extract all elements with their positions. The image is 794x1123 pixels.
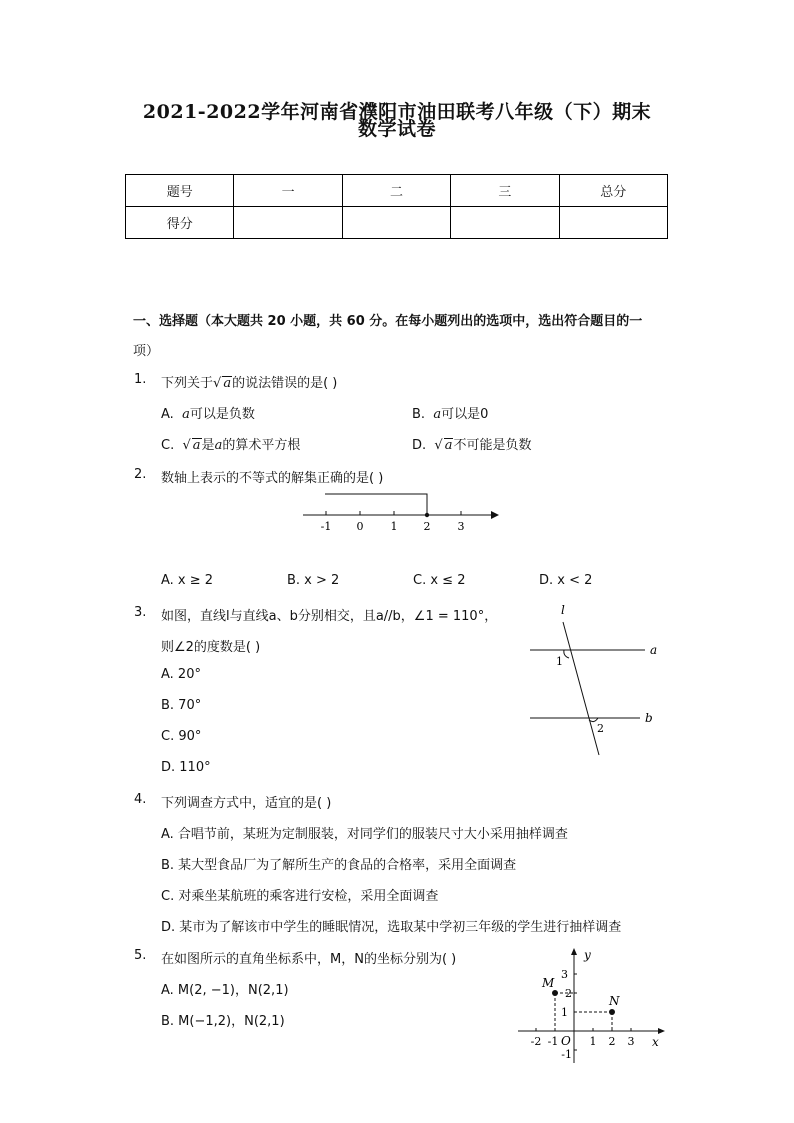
q3-option-c[interactable]: C. 90° [161,729,202,744]
parallel-lines-figure [525,600,660,760]
q1-var: a [433,407,442,422]
sqrt-icon: √ [434,438,443,453]
line-l [563,622,599,755]
solid-point [425,513,429,517]
label-a: a [650,643,658,657]
q2-option-c[interactable]: C. x ≤ 2 [413,573,466,588]
arrow-icon [491,511,499,519]
label-y: y [584,948,591,962]
option-label: A. [161,407,174,422]
q1-var: a [182,407,190,422]
q4-option-a[interactable]: A. 合唱节前，某班为定制服装，对同学们的服装尺寸大小采用抽样调查 [161,827,568,842]
q2-option-d[interactable]: D. x < 2 [539,573,593,588]
score-cell-empty[interactable] [234,207,342,239]
tick-label: 1 [390,520,398,533]
score-cell: 总分 [559,175,667,207]
q3-option-a[interactable]: A. 20° [161,667,201,682]
label-m: M [542,976,555,990]
option-label: C. [161,438,175,453]
label-origin: O [561,1034,571,1048]
q5-option-b[interactable]: B. M(−1,2)，N(2,1) [161,1014,285,1029]
score-cell: 二 [342,175,450,207]
q2-option-a[interactable]: A. x ≥ 2 [161,573,214,588]
solution-bracket [325,494,427,515]
question-number: 4. [134,792,147,807]
option-text: 的算术平方根 [222,438,301,453]
option-text: 可以是0 [441,407,489,422]
question-3-stem-line2: 则∠2的度数是( ) [161,640,261,655]
q1-stem-post: 的说法错误的是( ) [232,376,338,391]
q4-option-d[interactable]: D. 某市为了解该市中学生的睡眠情况，选取某中学初三年级的学生进行抽样调查 [161,920,622,935]
label-angle-2: 2 [597,722,604,735]
question-4-stem: 下列调查方式中，适宜的是( ) [161,796,332,811]
section-heading-cont: 项） [133,344,160,359]
score-table-score-row [126,207,668,239]
q1-var: a [192,438,201,453]
q1-option-d[interactable] [412,434,532,453]
point-n [609,1009,615,1015]
q2-option-b[interactable]: B. x > 2 [287,573,340,588]
tick-label: 3 [457,520,465,533]
x-tick-label: -1 [547,1035,559,1048]
tick-label: 0 [356,520,364,533]
score-cell: 一 [234,175,342,207]
sqrt-icon: √ [182,438,191,453]
x-tick-label: 1 [589,1035,597,1048]
question-number: 3. [134,605,147,620]
label-n: N [609,994,620,1008]
score-cell: 题号 [126,175,234,207]
label-x: x [652,1035,659,1049]
q4-option-b[interactable]: B. 某大型食品厂为了解所生产的食品的合格率，采用全面调查 [161,858,517,873]
score-cell-empty[interactable] [342,207,450,239]
score-cell-empty[interactable] [451,207,559,239]
score-cell-empty[interactable] [559,207,667,239]
q1-option-b[interactable] [412,403,488,422]
sqrt-icon: √ [213,376,222,391]
q1-var: a [214,438,223,453]
y-arrow-icon [571,948,577,955]
option-text: 是 [201,438,215,453]
x-tick-label: 2 [608,1035,616,1048]
label-angle-1: 1 [556,655,563,668]
q1-var: a [444,438,453,453]
point-m [552,990,558,996]
question-3-stem-line1: 如图，直线l与直线a、b分别相交，且a//b，∠1 = 110°， [161,609,498,624]
q1-var: a [223,376,232,391]
option-label: B. [412,407,426,422]
option-text: 不可能是负数 [453,438,532,453]
q1-option-a[interactable] [161,403,255,422]
q3-option-b[interactable]: B. 70° [161,698,202,713]
score-cell: 得分 [126,207,234,239]
y-tick-label: 1 [561,1006,568,1019]
score-table [125,174,668,239]
x-arrow-icon [658,1028,665,1034]
option-text: 可以是负数 [189,407,255,422]
question-number: 2. [134,467,147,482]
label-l: l [561,603,565,617]
question-5-stem: 在如图所示的直角坐标系中，M，N的坐标分别为( ) [161,952,457,967]
q5-option-a[interactable]: A. M(2, −1)，N(2,1) [161,983,289,998]
x-tick-label: 3 [627,1035,635,1048]
tick-label: -1 [320,520,332,533]
question-number: 5. [134,948,147,963]
label-b: b [645,711,653,725]
question-1-stem [161,372,337,391]
q1-stem-pre: 下列关于 [161,376,214,391]
q1-option-c[interactable] [161,434,300,453]
number-line-figure [295,486,500,536]
x-tick-label: -2 [530,1035,542,1048]
coordinate-plane-figure [512,945,667,1070]
question-2-stem: 数轴上表示的不等式的解集正确的是( ) [161,471,384,486]
angle-1-arc [564,650,569,658]
exam-title-line2: 数学试卷 [357,118,436,140]
y-tick-label: -1 [561,1048,572,1061]
question-number: 1. [134,372,147,387]
score-cell: 三 [451,175,559,207]
score-table-header-row [126,175,668,207]
q3-option-d[interactable]: D. 110° [161,760,211,775]
option-label: D. [412,438,427,453]
q4-option-c[interactable]: C. 对乘坐某航班的乘客进行安检，采用全面调查 [161,889,439,904]
exam-title-line1: 2021-2022学年河南省濮阳市油田联考八年级（下）期末 [142,101,652,123]
section-heading: 一、选择题（本大题共 20 小题，共 60 分。在每小题列出的选项中，选出符合题目的一 [133,314,643,329]
y-tick-label: 2 [565,987,572,1000]
y-tick-label: 3 [561,968,568,981]
tick-label: 2 [423,520,431,533]
